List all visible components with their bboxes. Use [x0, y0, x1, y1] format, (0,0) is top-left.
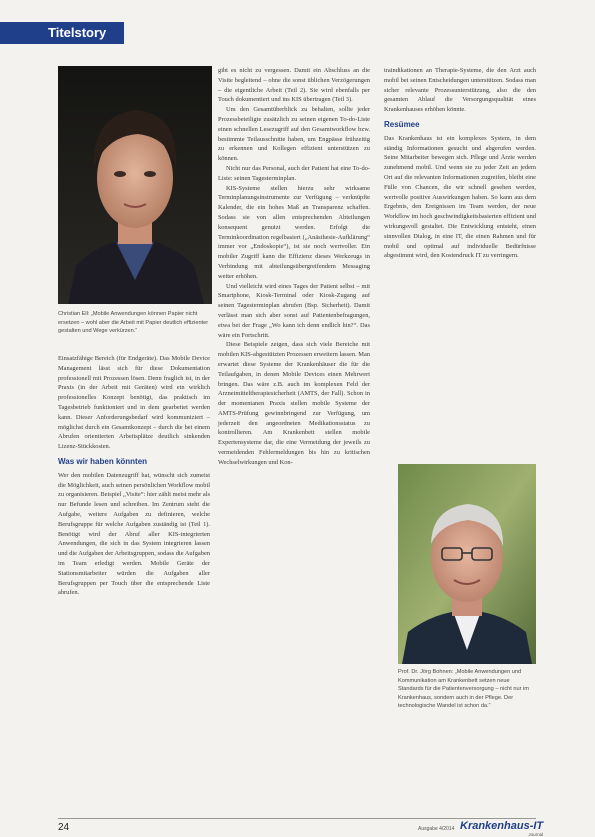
section-band — [0, 22, 124, 44]
magazine-logo — [460, 820, 543, 837]
logo-subtext: Journal — [528, 832, 544, 837]
col2-paragraph-2: Um den Gesamtüberblick zu behalten, sollte jeder Prozessbeteiligte zusätzlich zu seinen eigenen To-do-Liste einen schnellen Lesezugriff auf den Gesamtworkflow bzw. bestimmte Teilausschnitte haben, um Engpässe frühzeitig zu erkennen und Kollegen effizient unterstützen zu können. — [218, 106, 370, 163]
portrait-photo-2 — [398, 464, 536, 664]
subheading-resuemee: Resümee — [384, 119, 420, 129]
photo-1-caption: Christian Ell: „Mobile Anwendungen können Papier nicht ersetzen – wohl aber die Arbeit mit Papier deutlich effizienter gestalten und Wege verkürzen.“ — [58, 311, 209, 335]
col3-paragraph-2: Das Krankenhaus ist ein komplexes System, in dem ständig Informationen gesucht und abgerufen werden. Seine Mitarbeiter bewegen sich. Pflege und Ärzte werden zunehmend mobil. Und wenn sie zu jeder Zeit an jedem Ort auf die relevanten Informationen zugreifen, bleibt eine Fülle von Chancen, die wir schnell gesehen werden, wertvolle positive Auswirkungen haben. So kann aus dem Ergebnis, den Ereignissen im Team werden, der neue Workflow im hoch geschwindigkeitsbasierten effizient und wirkungsvoll gestaltet. Die Entwicklung entsteht, einen sinnvollen Dialog, in eine IT, die einen Rahmen und für mobil und optimal auf individuelle Bedürfnisse abgestimmt wird, den Kostendruck IT zu verringern. — [384, 134, 536, 260]
subheading-was-wir-haben: Was wir haben könnten — [58, 456, 148, 466]
section-title: Titelstory — [48, 25, 107, 40]
column-2 — [218, 66, 370, 468]
column-1 — [58, 354, 210, 598]
page-number: 24 — [58, 822, 70, 833]
col2-paragraph-3: Nicht nur das Personal, auch der Patient hat eine To-do-Liste: seinen Tagesterminplan. — [218, 164, 370, 182]
photo-2-caption: Prof. Dr. Jörg Bohnen: „Mobile Anwendungen und Kommunikation am Krankenbett setzen neue Standards für die Patientenversorgung – nicht nur im Krankenhaus, sondern auch in der Pflege. Der technologische Wandel ist schon da.“ — [398, 669, 529, 710]
column-3 — [384, 66, 536, 261]
footer-rule — [58, 818, 536, 819]
col1-paragraph-1: Einsatzfähige Bereich (für Endgeräte). Das Mobile Device Management lässt sich für diese Dokumentation professionell mit Prozessen lösen. Denn fraglich ist, in der Praxis (in der Arbeit mit Geräten) wird ein wirklich professionelles Konzept benötigt, das praktisch im Tagesbetrieb funktioniert und in dem gearbeitet werden kann. Dieser Anforderungsbedarf wird kommuniziert – möglichst durch ein Gesamtkonzept – durch die bei einem Abrufen orientierten Arbeitsplätze deutlich sinkenden Lizenz-Stückkosten. — [58, 355, 210, 451]
col2-paragraph-1: gibt es nicht zu vergessen. Damit ein Abschluss an die Visite begleitend – ohne die sonst üblichen Verzögerungen – die eigentliche Arbeit (Teil 2). Sie wird ebenfalls per Touch dokumentiert und ins KIS übertragen (Teil 3). — [218, 67, 370, 104]
col2-paragraph-5: Und vielleicht wird eines Tages der Patient selbst – mit Smartphone, Kiosk-Terminal oder Kiosk-Zugang auf seinen Tagesterminplan abrufen (Bsp. Sicherheit). Damit verlässt man sich aber sonst auf Patientenbefragungen, etwa bei der Frage „Wo kann ich denn endlich hin?“. Das wäre ein Fortschritt. — [218, 282, 370, 339]
portrait-photo-1 — [58, 66, 212, 304]
col2-paragraph-4: KIS-Systeme stellen hierzu sehr wirksame Terminplanungsinstrumente zur Verfügung – verknüpfte Kalender, die ein hohes Maß an Transparenz schaffen. Sodass sie von allen entsprechenden Abteilungen konsequent genutzt werden. Erfolgt die Terminkoordination regelbasiert („Anästhesie-Aufklärung“ immer vor „Endoskopie“), ist sie noch wertvoller. Ein mobiler Zugriff kann die Effizienz dieses Werkzeugs in Verbindung mit abteilungsübergreifendem Messaging weiter erhöhen. — [218, 184, 370, 280]
issue-label: Ausgabe 4/2014 — [418, 826, 455, 832]
col1-paragraph-2: Wer den mobilen Datenzugriff hat, wünscht sich zumeist die Möglichkeit, auch seinen persönlichen Workflow mobil zu organisieren. Beispiel „Visite“: hier zählt meist mehr als nur Befunde lesen und schreiben. Im Zentrum steht die Aufgabe, weitere Aufgaben zu definieren, welche Berufsgruppe für welche Aufgaben zuständig ist (Teil 1). Benötigt wird der Abruf aller KIS-integrierten Anwendungen, die sich in das System integrieren lassen und die Aufgaben der Arbeitsgruppen, sodass die Aufgaben im Team erledigt werden. Mobile Geräte der Stationsmitarbeiter würden die Aufgaben aller Berufsgruppen per Touch über die entsprechende Liste abrufen. — [58, 471, 210, 597]
col2-paragraph-6: Diese Beispiele zeigen, dass sich viele Bereiche mit mobilen KIS-abgestützten Prozessen erweitern lassen. Man erwartet diese Systeme der Krankenhäuser die für die Teilaufgaben, in denen Mobile Devices einen Mehrwert bringen. Das wäre z.B. auch im komplexen Feld der Arzneimitteltherapiesicherheit (AMTS, der Fall). Schon in der momentanen Praxis stellen mobile Systeme der AMTS-Prüfung gewinnbringend zur Verfügung, um jederzeit den angeordneten Medikationsstatus zu kontrollieren. Am Krankenbett stellen mobile Expertensysteme dar, die eine Vermeidung der jeweils zu vermeidenden Fehlermeldungen bis hin zu kritischen Wechselwirkungen und Kon- — [218, 341, 370, 466]
logo-text: Krankenhaus-IT — [460, 820, 544, 832]
col3-paragraph-1: traindikationen an Therapie-Systeme, die den Arzt auch mobil bei seinen Entscheidungen unterstützen. Sodass man sicher relevante Prozessunterstützung, also die den gesamten Ablauf die Versorgungsqualität eines Krankenhauses erhöhen könnte. — [384, 67, 536, 114]
